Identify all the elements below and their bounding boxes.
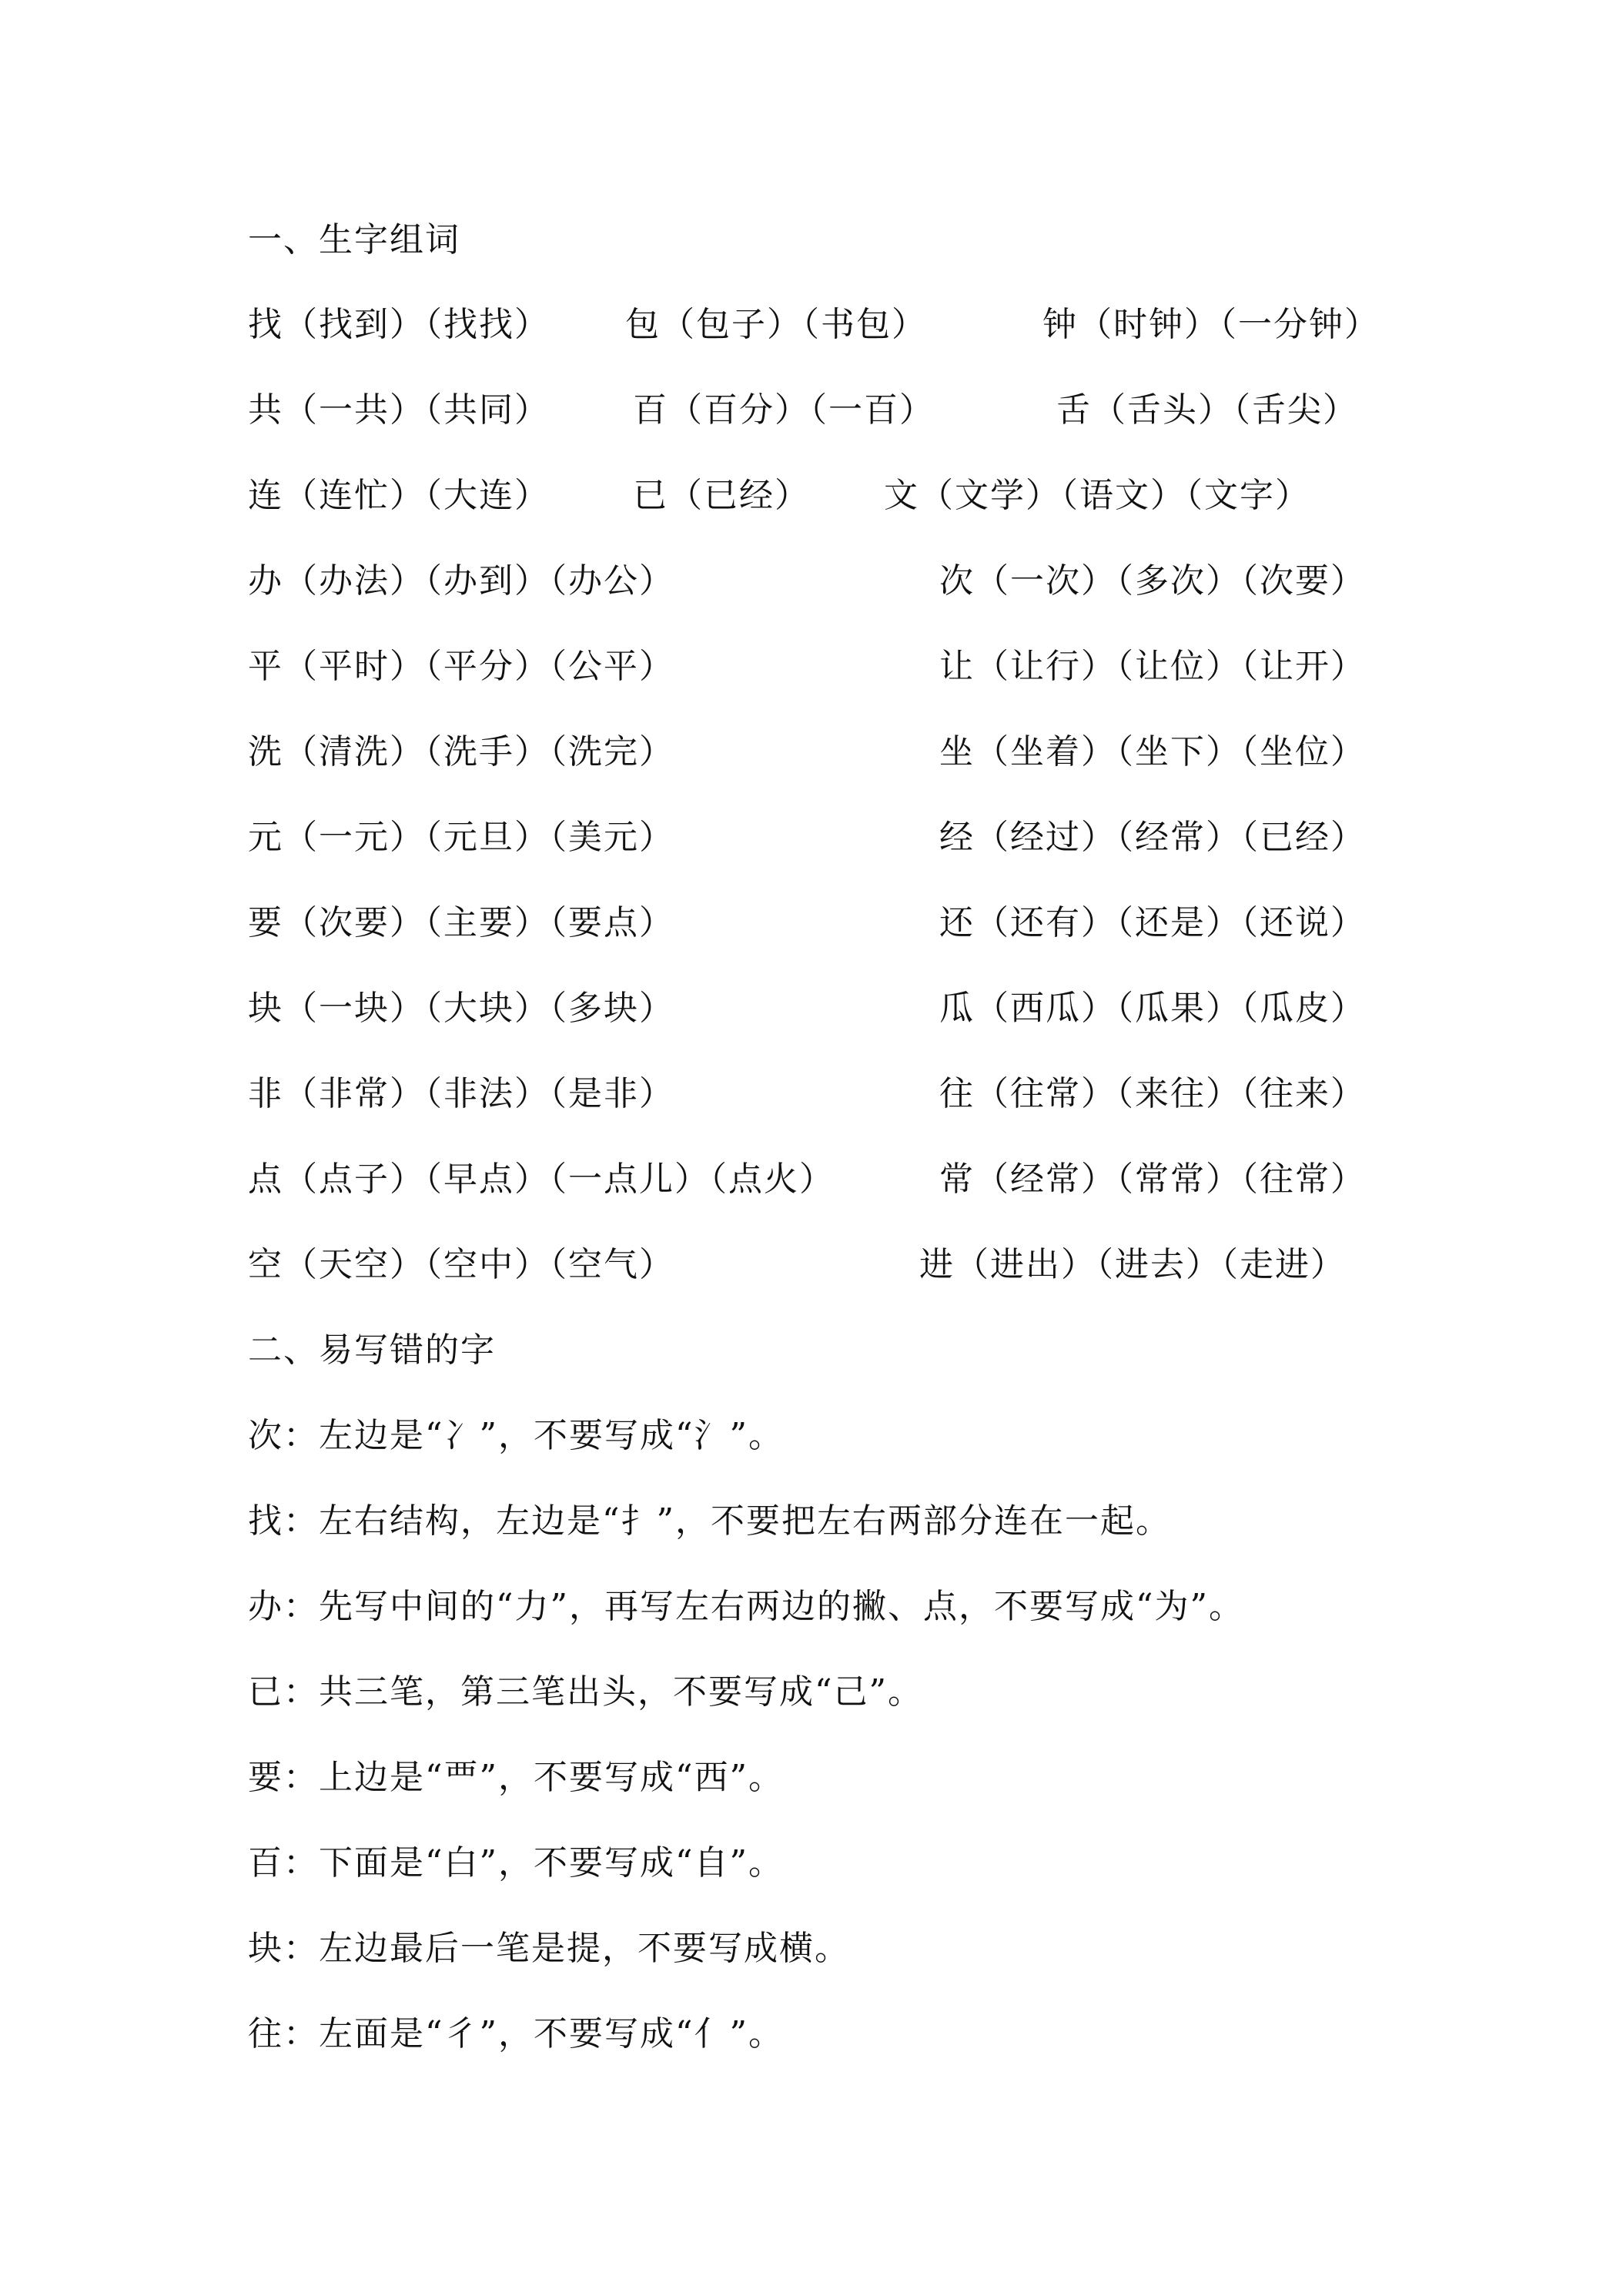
word-group: 进（进出）（进去）（走进） (919, 1245, 1346, 1284)
word-group: 空（天空）（空中）（空气） (248, 1245, 674, 1284)
word-group: 要（次要）（主要）（要点） (248, 903, 674, 942)
section-title-2: 二、易写错的字 (248, 1330, 496, 1370)
word-group: 经（经过）（经常）（已经） (939, 818, 1366, 857)
word-group: 办（办法）（办到）（办公） (248, 561, 674, 601)
note-item: 要：上边是“覀”，不要写成“西”。 (248, 1758, 784, 1797)
word-group: 连（连忙）（大连） (248, 476, 550, 515)
word-group: 瓜（西瓜）（瓜果）（瓜皮） (939, 989, 1366, 1028)
word-group: 舌（舌头）（舌尖） (1056, 390, 1358, 430)
word-group: 次（一次）（多次）（次要） (939, 561, 1366, 601)
word-group: 块（一块）（大块）（多块） (248, 989, 674, 1028)
word-group: 让（让行）（让位）（让开） (939, 647, 1366, 686)
word-group: 包（包子）（书包） (625, 305, 927, 344)
note-item: 已：共三笔，第三笔出头，不要写成“己”。 (248, 1672, 923, 1712)
word-group: 非（非常）（非法）（是非） (248, 1074, 674, 1113)
note-item: 办：先写中间的“力”，再写左右两边的撇、点，不要写成“为”。 (248, 1587, 1244, 1626)
word-group: 元（一元）（元旦）（美元） (248, 818, 674, 857)
note-item: 块：左边最后一笔是提，不要写成横。 (248, 1929, 850, 1968)
word-group: 钟（时钟）（一分钟） (1042, 305, 1380, 344)
note-item: 往：左面是“彳”，不要写成“亻”。 (248, 2014, 784, 2053)
word-group: 坐（坐着）（坐下）（坐位） (939, 732, 1366, 771)
note-item: 次：左边是“冫”，不要写成“氵”。 (248, 1416, 784, 1455)
note-item: 百：下面是“白”，不要写成“自”。 (248, 1843, 784, 1883)
word-group: 洗（清洗）（洗手）（洗完） (248, 732, 674, 771)
word-group: 往（往常）（来往）（往来） (939, 1074, 1366, 1113)
word-group: 找（找到）（找找） (248, 305, 550, 344)
word-group: 已（已经） (633, 476, 810, 515)
word-group: 共（一共）（共同） (248, 390, 550, 430)
section-title-1: 一、生字组词 (248, 220, 460, 259)
word-group: 平（平时）（平分）（公平） (248, 647, 674, 686)
word-group: 点（点子）（早点）（一点儿）（点火） (248, 1160, 835, 1199)
note-item: 找：左右结构，左边是“扌”，不要把左右两部分连在一起。 (248, 1501, 1171, 1541)
word-group: 还（还有）（还是）（还说） (939, 903, 1366, 942)
word-group: 文（文学）（语文）（文字） (884, 476, 1310, 515)
word-group: 常（经常）（常常）（往常） (939, 1160, 1366, 1199)
word-group: 百（百分）（一百） (633, 390, 935, 430)
